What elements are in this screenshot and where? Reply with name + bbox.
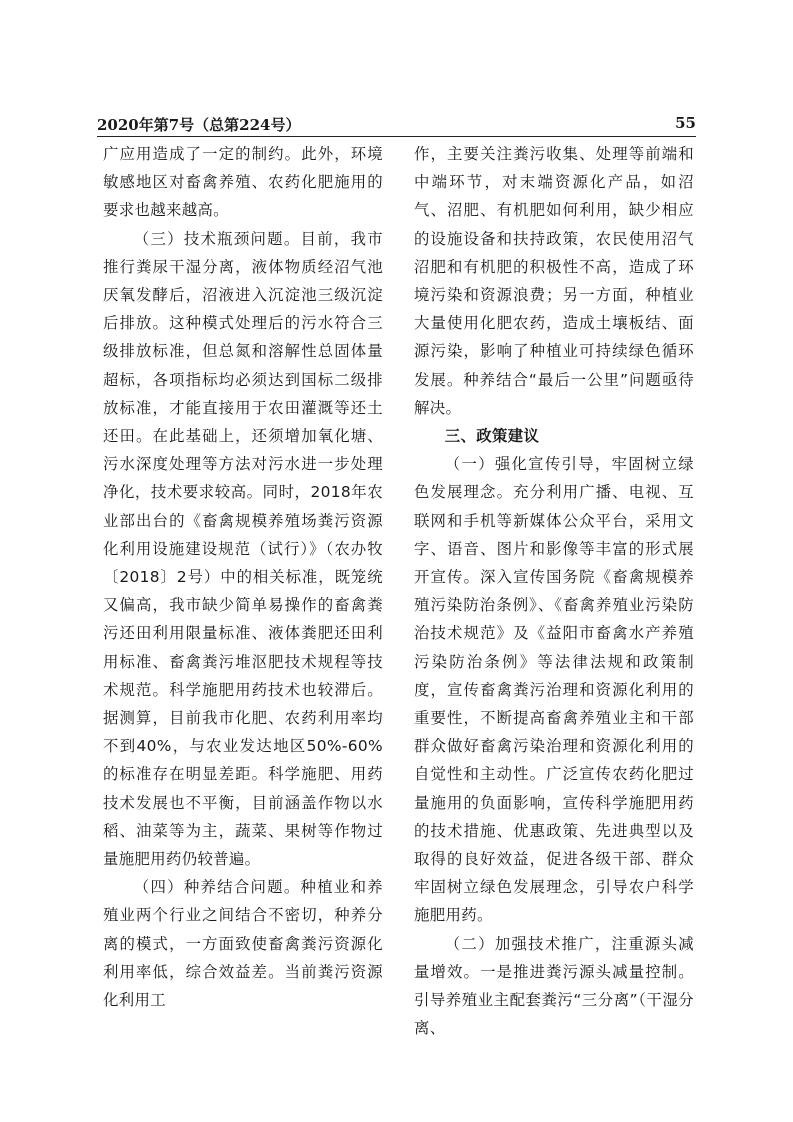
paragraph-continuation: 广应用造成了一定的制约。此外，环境敏感地区对畜禽养殖、农药化肥施用的要求也越来越高。	[103, 145, 383, 220]
page-number: 55	[675, 114, 696, 132]
paragraph-body: 种植业和养殖业两个行业之间结合不密切，种养分离的模式，一方面致使畜禽粪污资源化利用率低，综合效益差。当前粪污资源化利用工	[103, 878, 383, 1010]
left-column	[103, 140, 383, 1014]
section-title: 三、政策建议	[444, 427, 540, 446]
running-header	[97, 114, 696, 134]
paragraph-publicity	[414, 450, 694, 929]
paragraph-continuation: 作，主要关注粪污收集、处理等前端和中端环节，对末端资源化产品，如沼气、沼肥、有机肥如何利用，缺少相应的设施设备和扶持政策，农民使用沼气沼肥和有机肥的积极性不高，造成了环境污染和资源浪费；另一方面，种植业大量使用化肥农药，造成土壤板结、面源污染，影响了种植业可持续绿色循环发展。种养结合“最后一公里”问题亟待解决。	[414, 145, 694, 417]
paragraph-body: 一是推进粪污源头减量控制。引导养殖业主配套粪污“三分离”（干湿分离、	[414, 962, 694, 1038]
subheading-tech-bottleneck: （三）技术瓶颈问题。	[133, 229, 301, 248]
subheading-publicity: （一）强化宣传引导，牢固树立绿色发展理念。	[414, 455, 694, 502]
journal-issue: 2020年第7号（总第224号）	[97, 116, 301, 134]
subheading-tech-promotion: （二）加强技术推广，注重源头减量增效。	[414, 934, 694, 981]
right-column	[414, 140, 694, 1043]
subheading-planting-breeding: （四）种养结合问题。	[133, 878, 301, 897]
paragraph-tech-promotion	[414, 930, 694, 1043]
paragraph-tech-bottleneck	[103, 225, 383, 874]
paragraph-body: 目前，我市推行粪尿干湿分离，液体物质经沼气池厌氧发酵后，沼液进入沉淀池三级沉淀后排放。这种模式处理后的污水符合三级排放标准，但总氮和溶解性总固体量超标，各项指标均必须达到国标二级排放标准，才能直接用于农田灌溉等还土还田。在此基础上，还须增加氧化塘、污水深度处理等方法对污水进一步处理净化，技术要求较高。同时，2018年农业部出台的《畜禽规模养殖场粪污资源化利用设施建设规范（试行）》（农办牧〔2018〕2号）中的相关标准，既笼统又偏高，我市缺少简单易操作的畜禽粪污还田利用限量标准、液体粪肥还田利用标准、畜禽粪污堆沤肥技术规程等技术规范。科学施肥用药技术也较滞后。据测算，目前我市化肥、农药利用率均不到40%，与农业发达地区50%-60%的标准存在明显差距。科学施肥、用药技术发展也不平衡，目前涵盖作物以水稻、油菜等为主，蔬菜、果树等作物过量施肥用药仍较普遍。	[103, 229, 383, 869]
paragraph-body: 充分利用广播、电视、互联网和手机等新媒体公众平台，采用文字、语音、图片和影像等丰富的形式展开宣传。深入宣传国务院《畜禽规模养殖污染防治条例》、《畜禽养殖业污染防治技术规范》及《益阳市畜禽水产养殖污染防治条例》等法律法规和政策制度，宣传畜禽粪污治理和资源化利用的重要性，不断提高畜禽养殖业主和干部群众做好畜禽污染治理和资源化利用的自觉性和主动性。广泛宣传农药化肥过量施用的负面影响，宣传科学施肥用药的技术措施、优惠政策、先进典型以及取得的良好效益，促进各级干部、群众牢固树立绿色发展理念，引导农户科学施肥用药。	[414, 483, 694, 925]
header-rule	[97, 136, 696, 137]
paragraph-planting-breeding	[103, 873, 383, 1014]
